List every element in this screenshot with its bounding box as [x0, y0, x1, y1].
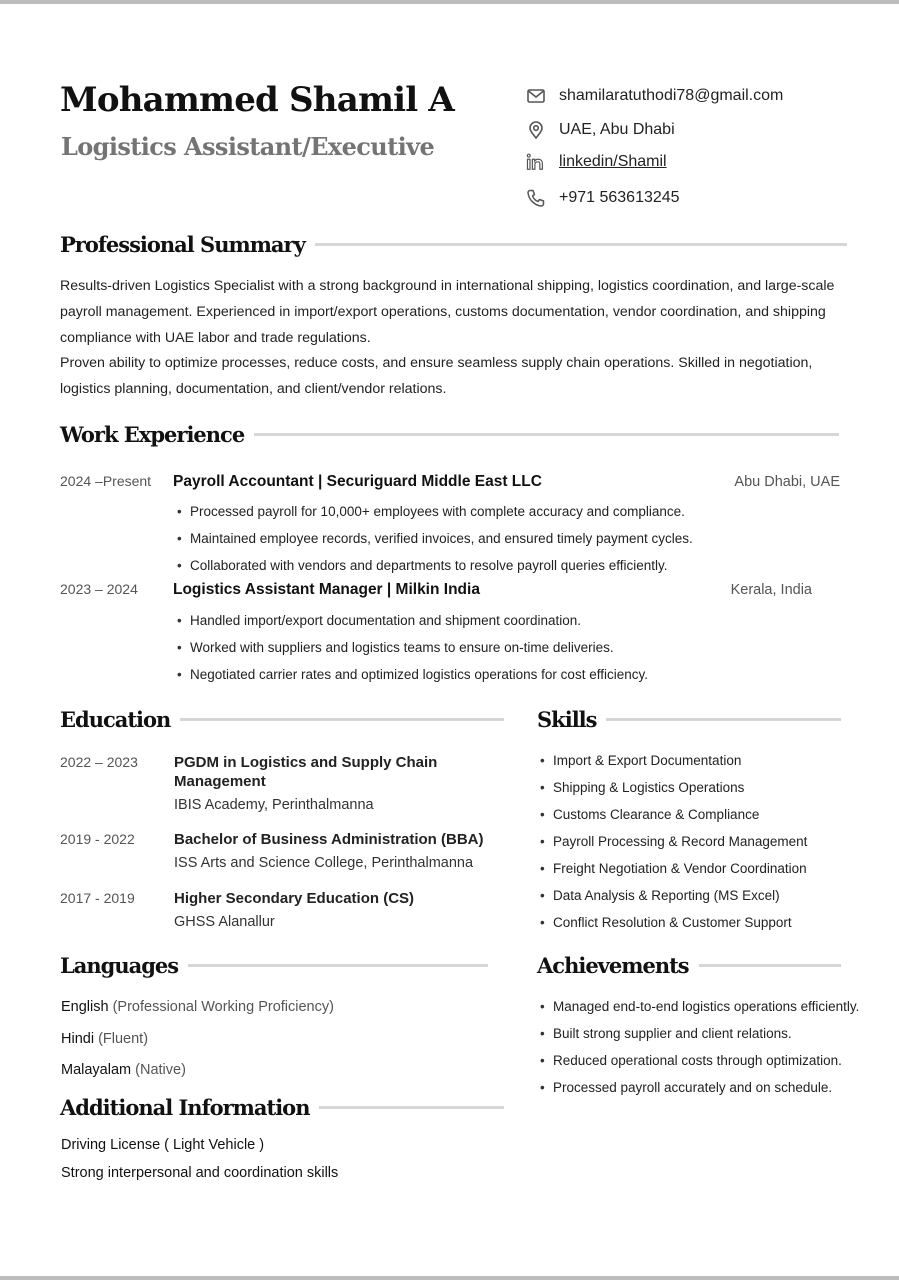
linkedin-icon — [525, 151, 547, 173]
education-school: ISS Arts and Science College, Perinthalmanna — [174, 855, 474, 871]
section-divider — [180, 718, 504, 721]
language-level: (Fluent) — [98, 1030, 149, 1047]
candidate-role: Logistics Assistant/Executive — [61, 132, 435, 161]
phone-text: +971 563613245 — [559, 189, 680, 206]
language-level: (Native) — [135, 1062, 186, 1078]
section-divider — [315, 243, 847, 246]
section-title: Achievements — [537, 953, 689, 978]
skill-item: • Shipping & Logistics Operations — [540, 774, 807, 801]
achievements-list — [540, 993, 860, 1101]
job-title: Logistics Assistant Manager | Milkin India — [173, 581, 480, 598]
skill-item: • Conflict Resolution & Customer Support — [540, 909, 807, 936]
education-degree: Bachelor of Business Administration (BBA) — [174, 831, 484, 848]
section-divider — [188, 964, 488, 967]
language-name: English — [61, 999, 109, 1015]
summary-paragraph: Proven ability to optimize processes, reduce costs, and ensure seamless supply chain operations. Skilled in negotiation, logistics planning, documentation, and client/vendor relations. — [60, 355, 813, 398]
location-pin-icon — [525, 119, 547, 141]
language-level: (Professional Working Proficiency) — [112, 999, 334, 1015]
education-entry — [60, 889, 520, 933]
mail-icon — [525, 85, 547, 107]
education-dates: 2017 - 2019 — [60, 890, 135, 906]
education-section-header — [60, 707, 504, 732]
section-title: Education — [60, 707, 171, 732]
job-entry — [60, 581, 812, 688]
language-name: Hindi — [61, 1030, 95, 1047]
skill-item: • Customs Clearance & Compliance — [540, 801, 807, 828]
additional-item: Strong interpersonal and coordination skills — [61, 1165, 339, 1181]
section-title: Additional Information — [60, 1095, 310, 1120]
language-item — [61, 1024, 334, 1056]
page-bottom-border — [0, 1276, 899, 1280]
summary-section-header — [60, 232, 847, 257]
education-school: GHSS Alanallur — [174, 914, 275, 930]
achievement-item: • Reduced operational costs through optimization. — [540, 1047, 860, 1074]
education-school: IBIS Academy, Perinthalmanna — [174, 797, 374, 813]
additional-item: Driving License ( Light Vehicle ) — [61, 1137, 265, 1153]
achievement-item: • Processed payroll accurately and on schedule. — [540, 1074, 880, 1101]
job-bullet: • Negotiated carrier rates and optimized logistics operations for cost efficiency. — [177, 661, 812, 688]
section-divider — [606, 718, 841, 721]
job-bullet: • Worked with suppliers and logistics teams to ensure on-time deliveries. — [177, 634, 812, 661]
education-degree: PGDM in Logistics and Supply Chain Management — [174, 754, 438, 790]
job-bullet: • Processed payroll for 10,000+ employees with complete accuracy and compliance. — [177, 498, 840, 525]
language-item — [61, 992, 334, 1024]
contact-linkedin — [525, 150, 783, 174]
section-title: Skills — [537, 707, 597, 732]
languages-section-header — [60, 953, 488, 978]
job-dates: 2024 –Present — [60, 473, 152, 489]
section-divider — [319, 1106, 504, 1109]
job-location: Kerala, India — [730, 582, 812, 598]
job-dates: 2023 – 2024 — [60, 581, 138, 597]
contact-phone — [525, 186, 783, 210]
language-item — [61, 1055, 334, 1087]
contact-block — [525, 84, 783, 210]
section-title: Professional Summary — [60, 232, 305, 257]
phone-icon — [525, 187, 547, 209]
contact-location — [525, 118, 783, 142]
contact-email — [525, 84, 783, 108]
skill-item: • Import & Export Documentation — [540, 747, 807, 774]
education-dates: 2022 – 2023 — [60, 754, 138, 770]
job-title: Payroll Accountant | Securiguard Middle East LLC — [173, 473, 542, 490]
achievement-item: • Built strong supplier and client relations. — [540, 1020, 860, 1047]
job-bullet: • Handled import/export documentation and shipment coordination. — [177, 607, 812, 634]
additional-list — [61, 1131, 338, 1187]
job-location: Abu Dhabi, UAE — [734, 474, 840, 490]
location-text: UAE, Abu Dhabi — [559, 121, 675, 138]
section-title: Work Experience — [60, 422, 245, 447]
skill-item: • Payroll Processing & Record Management — [540, 828, 807, 855]
summary-text — [60, 274, 850, 403]
linkedin-link[interactable]: linkedin/Shamil — [559, 153, 667, 170]
language-name: Malayalam — [61, 1062, 132, 1078]
email-text[interactable]: shamilaratuthodi78@gmail.com — [559, 87, 784, 104]
language-list — [61, 992, 334, 1087]
summary-paragraph: Results-driven Logistics Specialist with a strong background in international shipping, logistics coordination, and large-scale payroll management. Experienced in import/export operations, customs documentation, vendor coordination, and shipping compliance with UAE labor and trade regulations. — [60, 278, 835, 346]
skills-list — [540, 747, 807, 936]
section-title: Languages — [60, 953, 179, 978]
education-dates: 2019 - 2022 — [60, 831, 135, 847]
section-divider — [254, 433, 839, 436]
skill-item: • Freight Negotiation & Vendor Coordination — [540, 855, 807, 882]
education-entry — [60, 753, 520, 816]
education-entry — [60, 830, 520, 874]
skill-item: • Data Analysis & Reporting (MS Excel) — [540, 882, 807, 909]
skills-section-header — [537, 707, 841, 732]
job-bullet: • Collaborated with vendors and departments to resolve payroll queries efficiently. — [177, 552, 840, 579]
job-entry — [60, 473, 840, 579]
achievements-section-header — [537, 953, 841, 978]
education-degree: Higher Secondary Education (CS) — [174, 890, 415, 907]
achievement-item: • Managed end-to-end logistics operations efficiently. — [540, 993, 860, 1020]
experience-section-header — [60, 422, 839, 447]
page-top-border — [0, 0, 899, 4]
additional-section-header — [60, 1095, 504, 1120]
candidate-name: Mohammed Shamil A — [60, 80, 454, 120]
section-divider — [699, 964, 841, 967]
job-bullet: • Maintained employee records, verified invoices, and ensured timely payment cycles. — [177, 525, 840, 552]
